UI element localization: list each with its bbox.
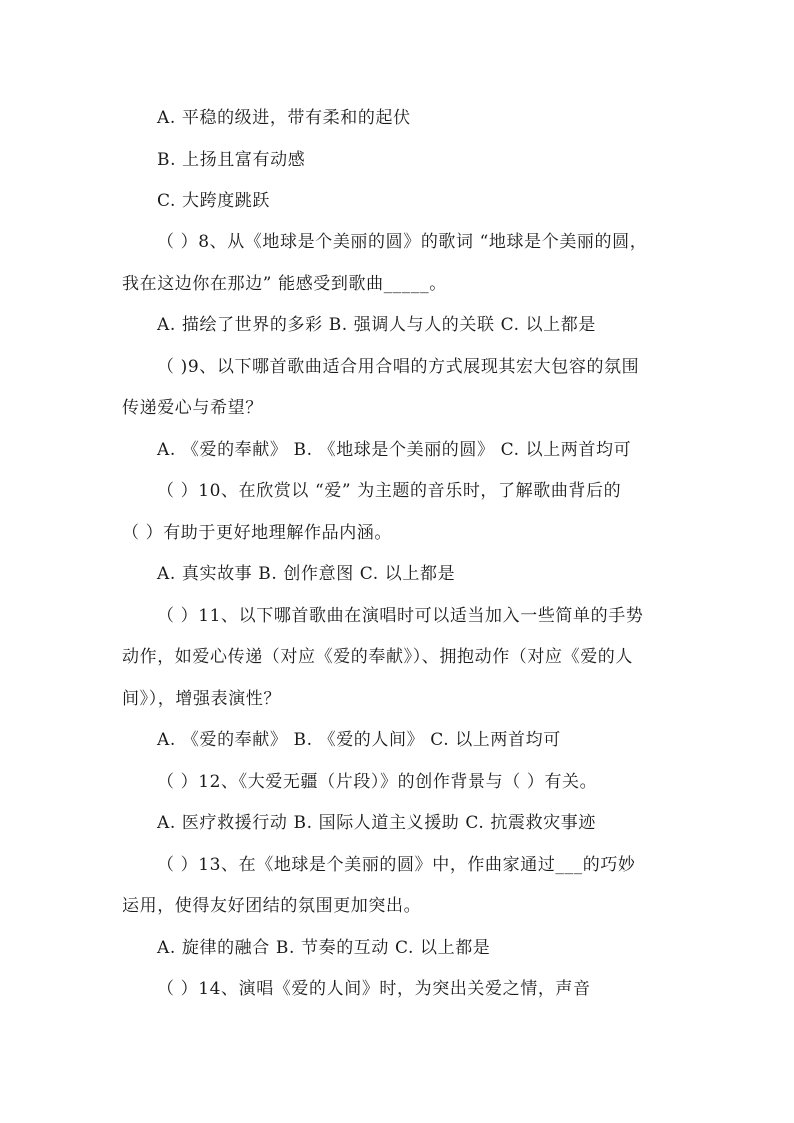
question-14: （ ）14、演唱《爱的人间》时，为突出关爱之情，声音 [157,979,591,999]
question-text: 我在这边你在那边” 能感受到歌曲_____。 [122,274,447,294]
option-line: A. 旋律的融合 B. 节奏的互动 C. 以上都是 [157,938,491,958]
option-line: C. 大跨度跳跃 [157,191,271,211]
option-line: B. 上扬且富有动感 [157,150,306,170]
option-line: A. 真实故事 B. 创作意图 C. 以上都是 [157,564,456,584]
question-text: 传递爱心与希望？ [122,398,263,418]
option-line: A. 医疗救援行动 B. 国际人道主义援助 C. 抗震救灾事迹 [157,813,597,833]
question-13: （ ）13、在《地球是个美丽的圆》中，作曲家通过___的巧妙 [157,855,636,875]
option-line: A. 《爱的奉献》 B. 《地球是个美丽的圆》 C. 以上两首均可 [157,440,632,460]
question-text: 运用，使得友好团结的氛围更加突出。 [122,896,422,916]
option-line: A. 描绘了世界的多彩 B. 强调人与人的关联 C. 以上都是 [157,315,597,335]
question-11: （ ）11、以下哪首歌曲在演唱时可以适当加入一些简单的手势 [157,606,644,626]
question-9: （ )9、以下哪首歌曲适合用合唱的方式展现其宏大包容的氛围 [157,357,640,377]
question-text: 间》），增强表演性？ [122,689,281,709]
option-line: A. 平稳的级进，带有柔和的起伏 [157,108,411,128]
question-text: 动作，如爱心传递（对应《爱的奉献》）、拥抱动作（对应《爱的人 [122,647,633,667]
option-line: A. 《爱的奉献》 B. 《爱的人间》 C. 以上两首均可 [157,730,561,750]
question-10: （ ）10、在欣赏以 “爱” 为主题的音乐时，了解歌曲背后的 [157,481,622,501]
question-12: （ ）12、《大爱无疆（片段）》的创作背景与（ ）有关。 [157,772,598,792]
question-text: （ ）有助于更好地理解作品内涵。 [122,523,393,543]
question-8: （ ）8、从《地球是个美丽的圆》的歌词 “地球是个美丽的圆， [157,232,648,252]
